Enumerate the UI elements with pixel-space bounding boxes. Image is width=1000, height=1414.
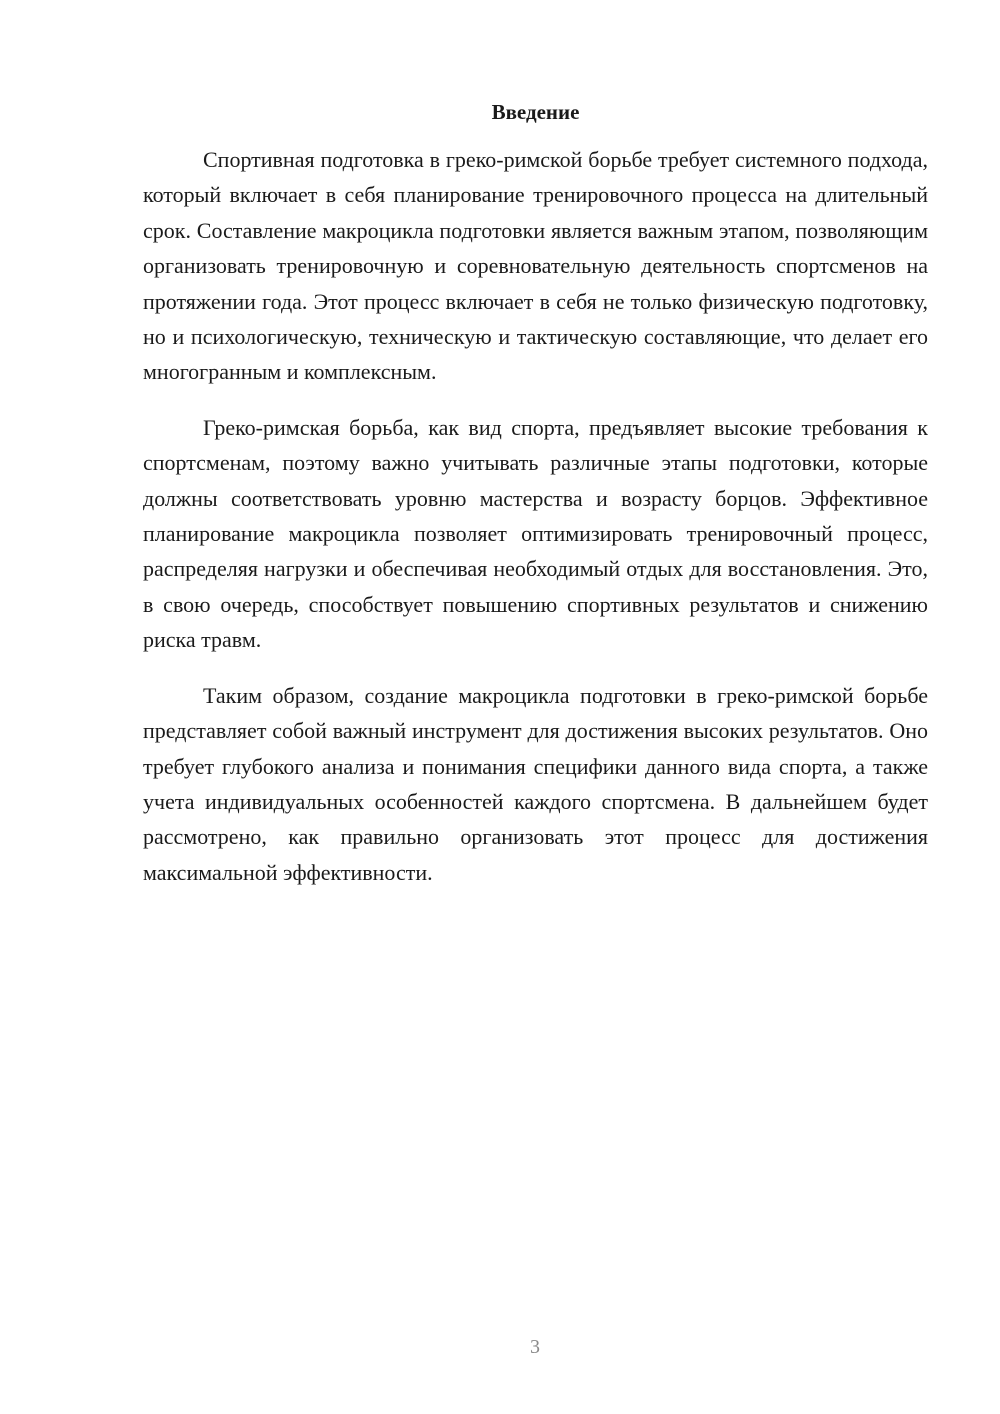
section-heading: Введение xyxy=(491,100,580,124)
body-text xyxy=(143,142,928,910)
page-number: 3 xyxy=(530,1336,540,1358)
paragraph-2: Греко-римская борьба, как вид спорта, предъявляет высокие требования к спортсменам, поэтому важно учитывать различные этапы подготовки, которые должны соответствовать уровню мастерства и возрасту борцов. Эффективное планирование макроцикла позволяет оптимизировать тренировочный процесс, распределяя нагрузки и обеспечивая необходимый отдых для восстановления. Это, в свою очередь, способствует повышению спортивных результатов и снижению риска травм. xyxy=(143,414,928,653)
paragraph-3: Таким образом, создание макроцикла подготовки в греко-римской борьбе представляет собой важный инструмент для достижения высоких результатов. Оно требует глубокого анализа и понимания специфики данного вида спорта, а также учета индивидуальных особенностей каждого спортсмена. В дальнейшем будет рассмотрено, как правильно организовать этот процесс для достижения максимальной эффективности. xyxy=(143,682,928,885)
paragraph-1: Спортивная подготовка в греко-римской борьбе требует системного подхода, который включает в себя планирование тренировочного процесса на длительный срок. Составление макроцикла подготовки является важным этапом, позволяющим организовать тренировочную и соревновательную деятельность спортсменов на протяжении года. Этот процесс включает в себя не только физическую подготовку, но и психологическую, техническую и тактическую составляющие, что делает его многогранным и комплексным. xyxy=(143,147,928,385)
